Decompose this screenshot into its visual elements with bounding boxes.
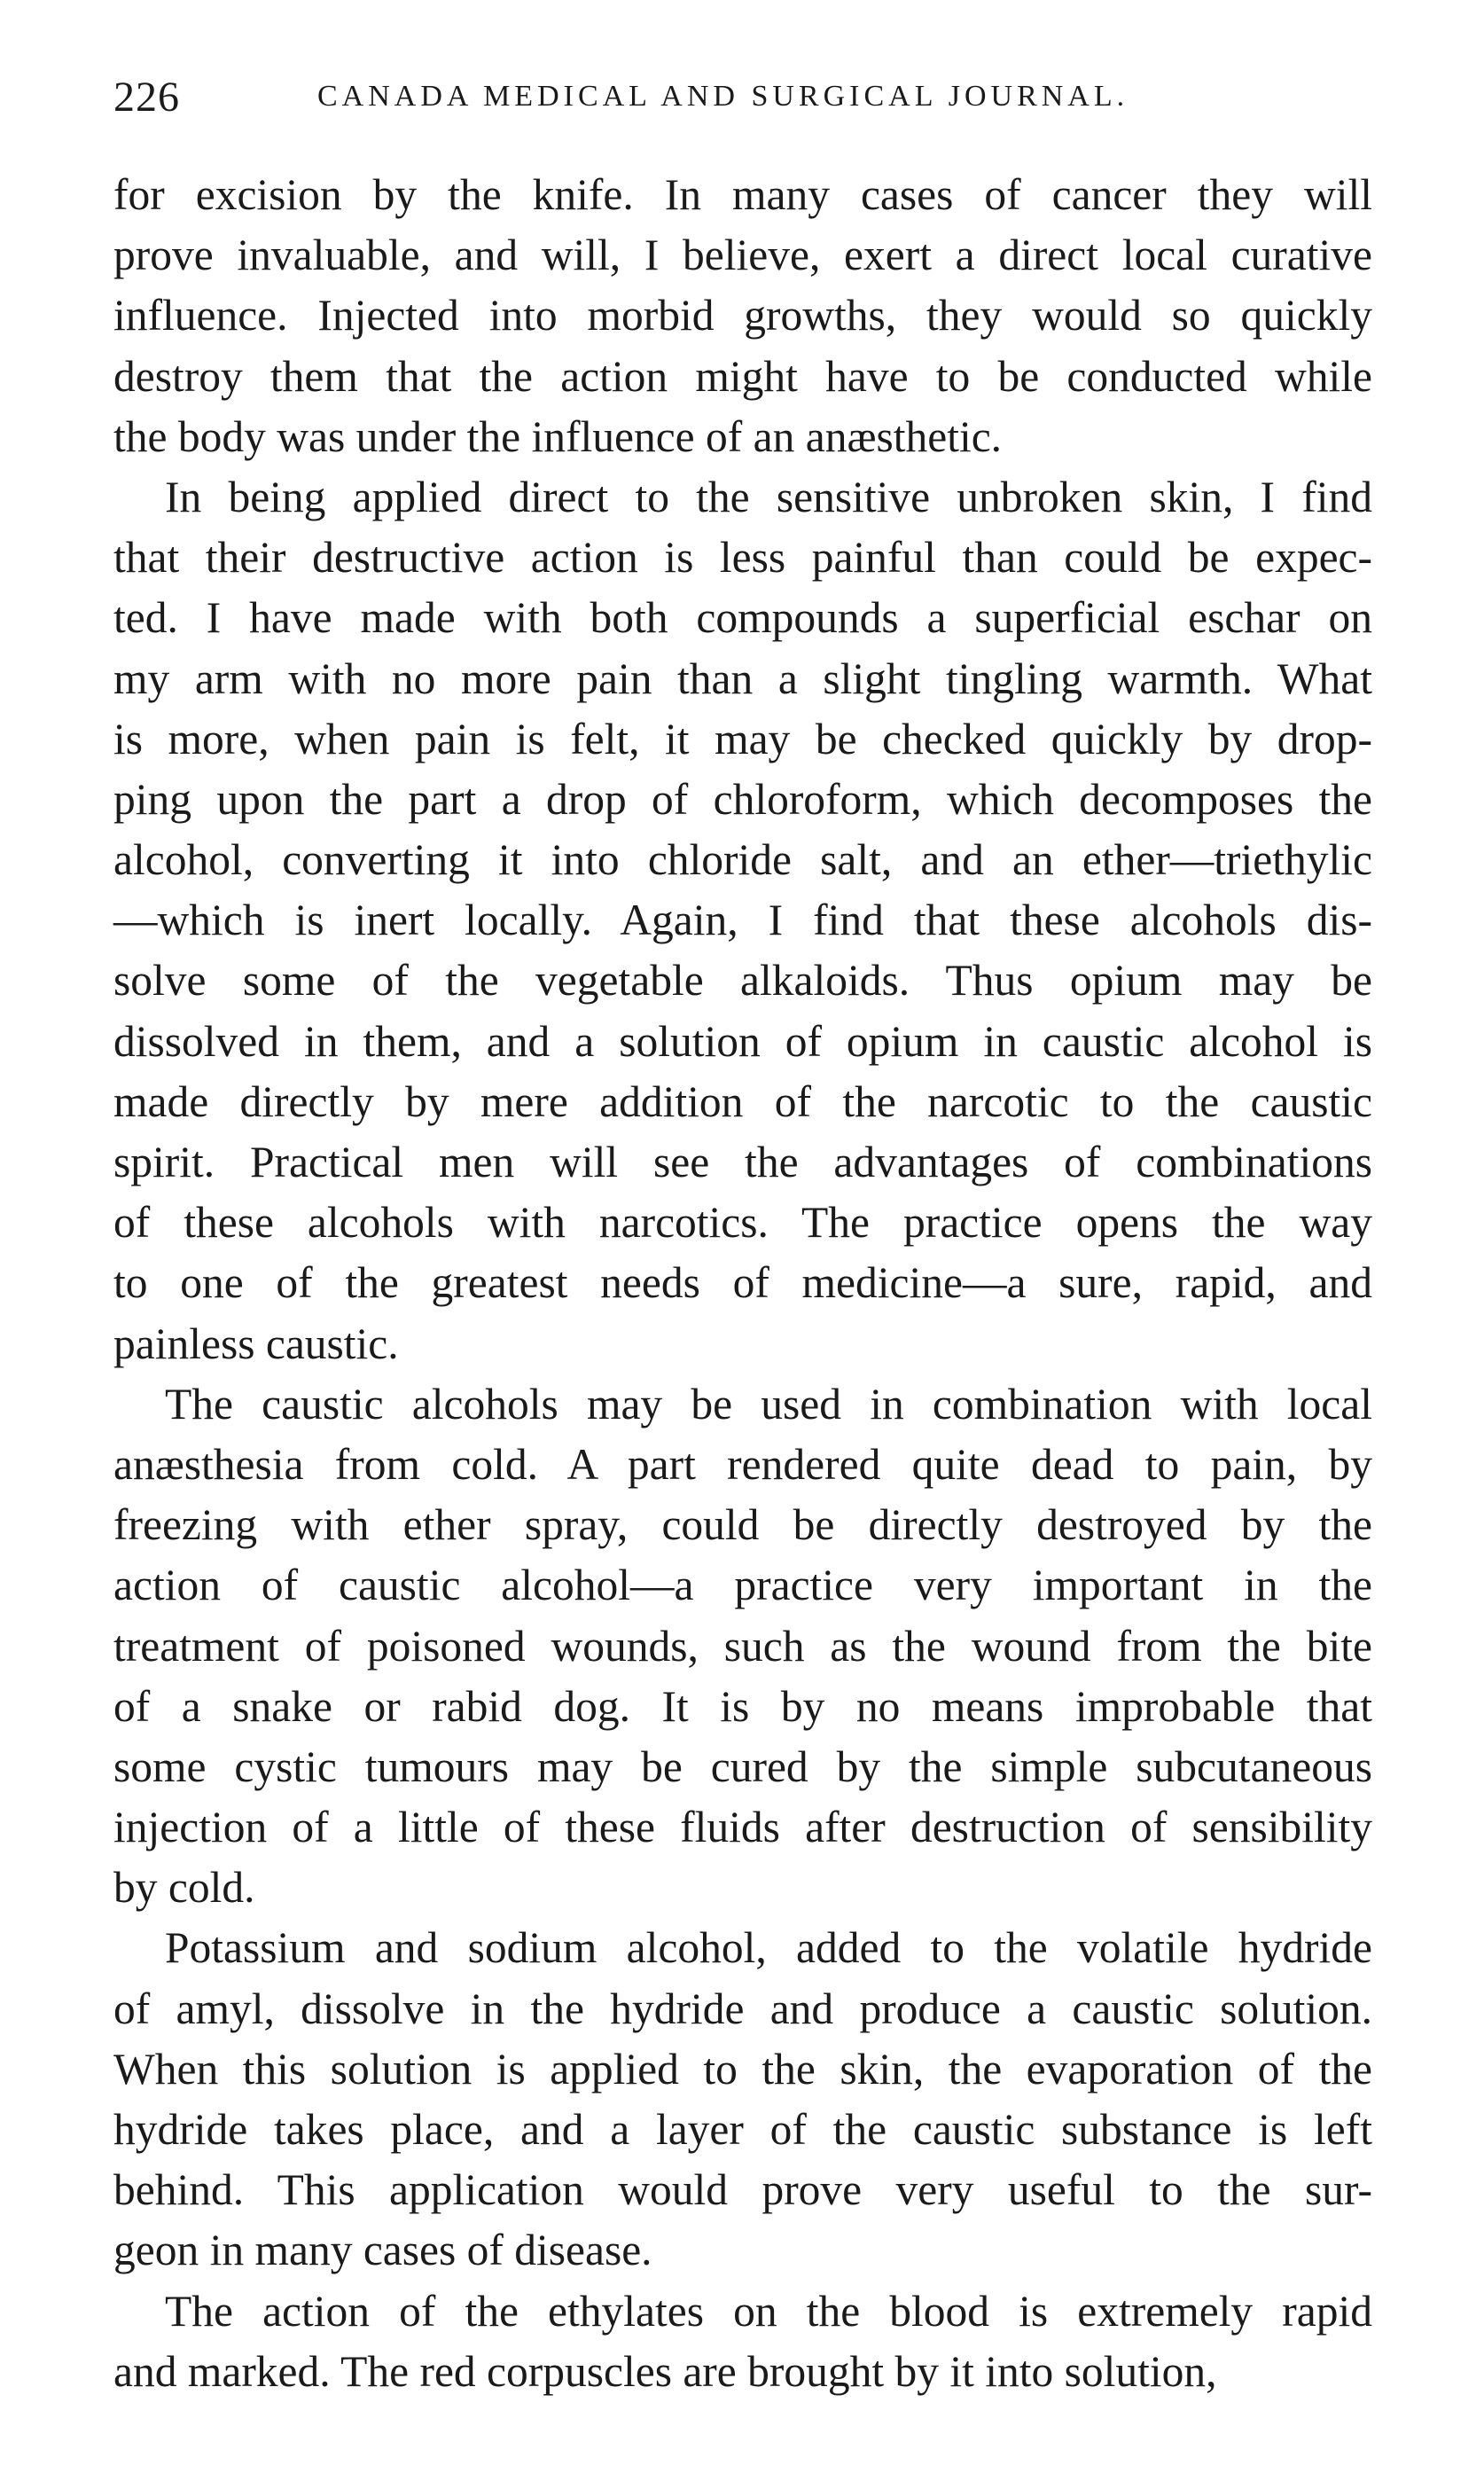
text-line: The action of the ethylates on the blood is extremely rapid (165, 2286, 1372, 2336)
text-line: to one of the greatest needs of medicine—a sure, rapid, and (113, 1258, 1372, 1308)
running-head (113, 73, 1372, 135)
text-line: —which is inert locally. Again, I find that these alcohols dis- (113, 896, 1372, 945)
text-line: behind. This application would prove very useful to the sur- (113, 2165, 1372, 2215)
text-line: When this solution is applied to the skin, the evaporation of the (113, 2044, 1372, 2094)
text-line: for excision by the knife. In many cases of cancer they will (113, 170, 1372, 219)
text-line: and marked. The red corpuscles are brought by it into solution, (113, 2346, 1217, 2396)
text-line: spirit. Practical men will see the advantages of combinations (113, 1138, 1372, 1186)
paragraph (113, 165, 1372, 467)
text-line: The caustic alcohols may be used in combination with local (165, 1379, 1372, 1428)
text-line: action of caustic alcohol—a practice very important in the (113, 1561, 1372, 1610)
paragraph (113, 1918, 1372, 2281)
journal-title: CANADA MEDICAL AND SURGICAL JOURNAL. (317, 80, 1129, 113)
text-line: is more, when pain is felt, it may be checked quickly by drop- (113, 714, 1372, 763)
text-line: my arm with no more pain than a slight tingling warmth. What (113, 654, 1372, 703)
paragraph (113, 1374, 1372, 1919)
text-line: of a snake or rabid dog. It is by no means improbable that (113, 1681, 1372, 1731)
text-line: dissolved in them, and a solution of opium in caustic alcohol is (113, 1016, 1372, 1066)
text-line: alcohol, converting it into chloride salt, and an ether—triethylic (113, 835, 1372, 885)
paragraph (113, 467, 1372, 1374)
text-line: injection of a little of these fluids after destruction of sensibility (113, 1803, 1372, 1852)
text-line: ping upon the part a drop of chloroform, which decomposes the (113, 774, 1372, 824)
text-line: the body was under the influence of an anæsthetic. (113, 411, 1003, 461)
text-line: hydride takes place, and a layer of the caustic substance is left (113, 2105, 1372, 2154)
text-line: ted. I have made with both compounds a superficial eschar on (113, 593, 1372, 643)
text-line: anæsthesia from cold. A part rendered quite dead to pain, by (113, 1439, 1372, 1489)
text-line: of amyl, dissolve in the hydride and produce a caustic solution. (113, 1984, 1372, 2033)
text-line: influence. Injected into morbid growths, they would so quickly (113, 291, 1372, 340)
page-number: 226 (113, 74, 180, 121)
text-line: freezing with ether spray, could be directly destroyed by the (113, 1500, 1372, 1550)
paragraph (113, 2281, 1372, 2402)
text-line: that their destructive action is less painful than could be expec- (113, 533, 1372, 583)
text-line: solve some of the vegetable alkaloids. Thus opium may be (113, 956, 1372, 1006)
text-line: of these alcohols with narcotics. The practice opens the way (113, 1198, 1372, 1248)
text-line: geon in many cases of disease. (113, 2226, 652, 2275)
text-line: treatment of poisoned wounds, such as the wound from the bite (113, 1621, 1372, 1671)
text-line: by cold. (113, 1863, 255, 1913)
text-line: destroy them that the action might have to be conducted while (113, 351, 1372, 401)
text-line: some cystic tumours may be cured by the simple subcutaneous (113, 1741, 1372, 1791)
text-line: prove invaluable, and will, I believe, exert a direct local curative (113, 231, 1372, 280)
article-body (113, 165, 1372, 2402)
text-line: In being applied direct to the sensitive unbroken skin, I find (165, 472, 1372, 521)
text-line: Potassium and sodium alcohol, added to the volatile hydride (165, 1923, 1372, 1973)
text-line: painless caustic. (113, 1319, 399, 1368)
text-line: made directly by mere addition of the narcotic to the caustic (113, 1076, 1372, 1126)
